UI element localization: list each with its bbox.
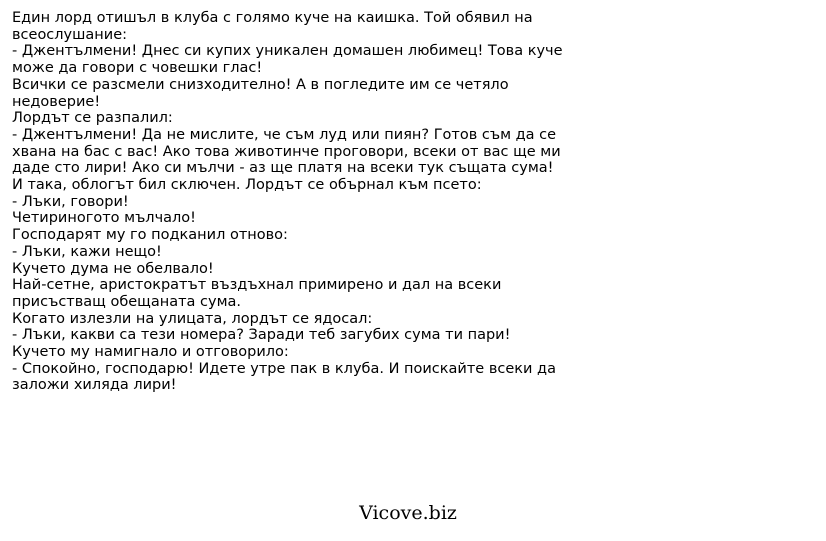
joke-text	[12, 10, 572, 394]
joke-line: заложи хиляда лири!	[12, 377, 177, 394]
joke-line: И така, облогът бил сключен. Лордът се обърнал към псето:	[12, 177, 482, 194]
joke-line: може да говори с човешки глас!	[12, 60, 263, 77]
joke-line: - Джентълмени! Да не мислите, че съм луд или пиян? Готов съм да се	[12, 126, 557, 143]
site-watermark: Vicove.biz	[359, 502, 457, 524]
joke-line: Когато излезли на улицата, лордът се ядосал:	[12, 310, 373, 327]
joke-line: всеослушание:	[12, 26, 127, 43]
joke-line: - Спокойно, господарю! Идете утре пак в клуба. И поискайте всеки да	[12, 360, 556, 377]
joke-line: даде сто лири! Ако си мълчи - аз ще платя на всеки тук същата сума!	[12, 160, 554, 177]
joke-line: Всички се разсмели снизходително! А в погледите им се четяло	[12, 76, 509, 93]
joke-line: хвана на бас с вас! Ако това животинче проговори, всеки от вас ще ми	[12, 143, 561, 160]
joke-line: Четириногото мълчало!	[12, 210, 196, 227]
joke-line: - Лъки, кажи нещо!	[12, 243, 162, 260]
joke-line: недоверие!	[12, 93, 101, 110]
joke-line: Един лорд отишъл в клуба с голямо куче на каишка. Той обявил на	[12, 10, 533, 26]
joke-line: Господарят му го подканил отново:	[12, 227, 288, 244]
joke-line: присъстващ обещаната сума.	[12, 293, 242, 310]
joke-line: - Лъки, говори!	[12, 193, 129, 210]
joke-line: Кучето дума не обелвало!	[12, 260, 214, 277]
joke-line: Кучето му намигнало и отговорило:	[12, 344, 289, 361]
joke-line: Лордът се разпалил:	[12, 110, 173, 127]
joke-line: Най-сетне, аристократът въздъхнал примирено и дал на всеки	[12, 277, 502, 294]
joke-line: - Джентълмени! Днес си купих уникален домашен любимец! Това куче	[12, 43, 563, 60]
joke-line: - Лъки, какви са тези номера? Заради теб загубих сума ти пари!	[12, 327, 511, 344]
